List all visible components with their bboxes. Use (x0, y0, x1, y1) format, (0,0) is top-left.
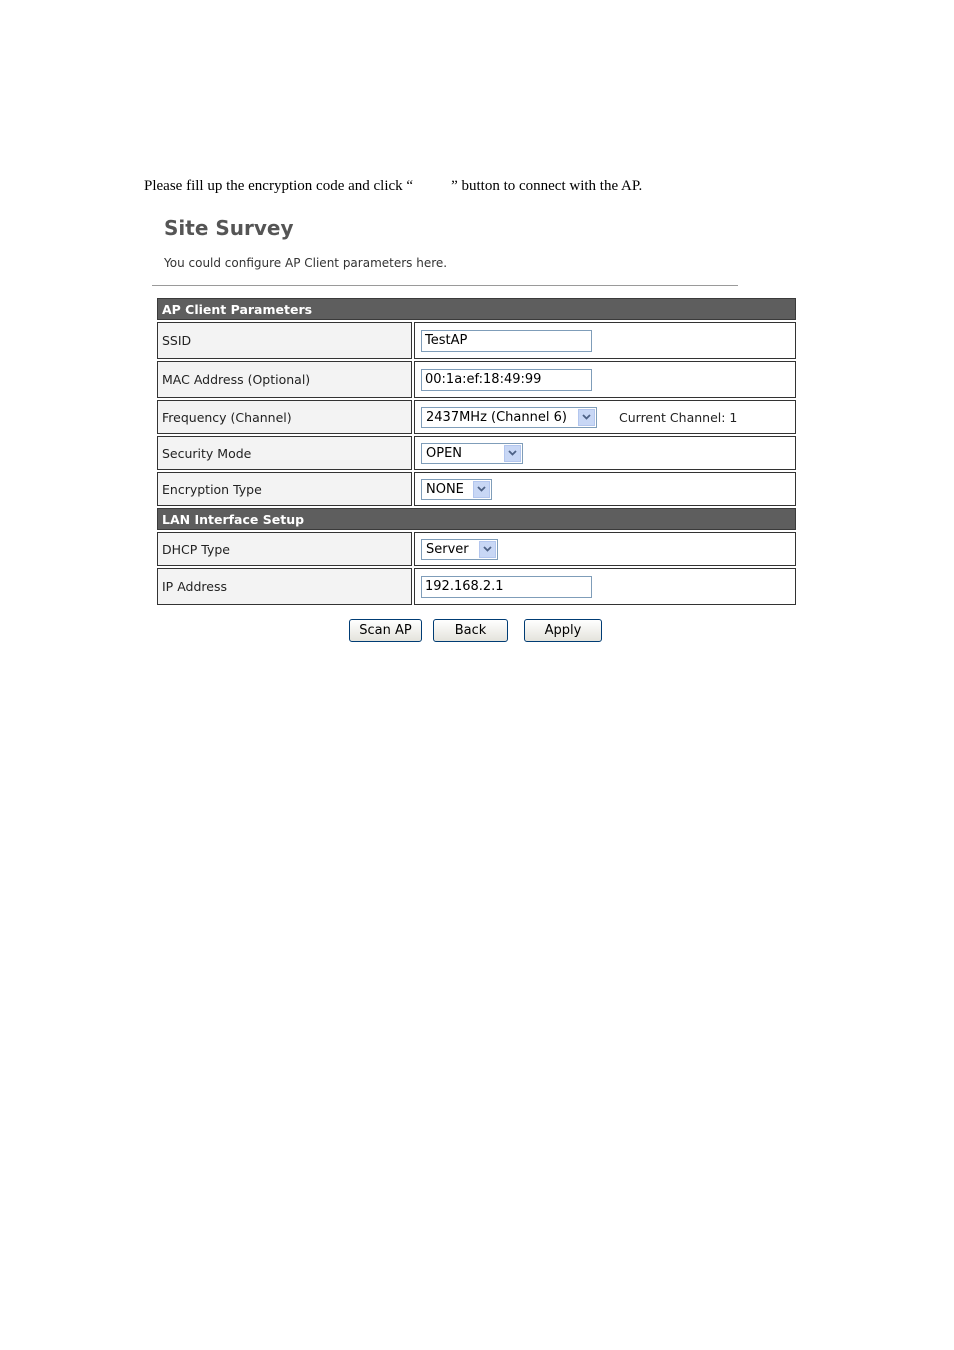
chevron-down-icon (479, 541, 496, 558)
title-divider (152, 285, 738, 286)
section-header-ap-client: AP Client Parameters (157, 298, 796, 320)
frequency-selected-value: 2437MHz (Channel 6) (426, 409, 567, 425)
ssid-input[interactable]: TestAP (421, 330, 592, 352)
dhcp-cell (414, 532, 796, 566)
encryption-cell (414, 472, 796, 506)
row-mac (157, 361, 796, 398)
security-cell (414, 436, 796, 470)
ssid-label: SSID (157, 322, 412, 359)
dhcp-type-select[interactable] (421, 539, 498, 560)
encryption-type-select[interactable] (421, 479, 492, 500)
ip-label: IP Address (157, 568, 412, 605)
row-ip (157, 568, 796, 605)
ip-cell (414, 568, 796, 605)
frequency-cell (414, 400, 796, 434)
instruction-before: Please fill up the encryption code and click “ (144, 178, 414, 194)
chevron-down-icon (578, 409, 595, 426)
scan-ap-button[interactable]: Scan AP (349, 619, 422, 642)
section-header-lan: LAN Interface Setup (157, 508, 796, 530)
frequency-select[interactable] (421, 407, 597, 428)
page-description: You could configure AP Client parameters here. (164, 256, 448, 270)
security-label: Security Mode (157, 436, 412, 470)
back-button[interactable]: Back (433, 619, 508, 642)
chevron-down-icon (504, 445, 521, 462)
apply-button[interactable]: Apply (524, 619, 602, 642)
ssid-cell (414, 322, 796, 359)
instruction-text (144, 178, 642, 195)
row-dhcp (157, 532, 796, 566)
frequency-label: Frequency (Channel) (157, 400, 412, 434)
ip-address-input[interactable]: 192.168.2.1 (421, 576, 592, 598)
button-bar (0, 619, 954, 642)
mac-cell (414, 361, 796, 398)
settings-panel (157, 298, 796, 607)
instruction-after: ” button to connect with the AP. (451, 178, 643, 194)
row-frequency (157, 400, 796, 434)
row-security (157, 436, 796, 470)
encryption-label: Encryption Type (157, 472, 412, 506)
security-selected-value: OPEN (426, 445, 463, 461)
mac-label: MAC Address (Optional) (157, 361, 412, 398)
current-channel-text: Current Channel: 1 (619, 409, 738, 425)
page-title: Site Survey (164, 216, 294, 240)
security-mode-select[interactable] (421, 443, 523, 464)
dhcp-label: DHCP Type (157, 532, 412, 566)
encryption-selected-value: NONE (426, 481, 464, 497)
chevron-down-icon (473, 481, 490, 498)
row-encryption (157, 472, 796, 506)
dhcp-selected-value: Server (426, 541, 469, 557)
row-ssid (157, 322, 796, 359)
mac-input[interactable]: 00:1a:ef:18:49:99 (421, 369, 592, 391)
